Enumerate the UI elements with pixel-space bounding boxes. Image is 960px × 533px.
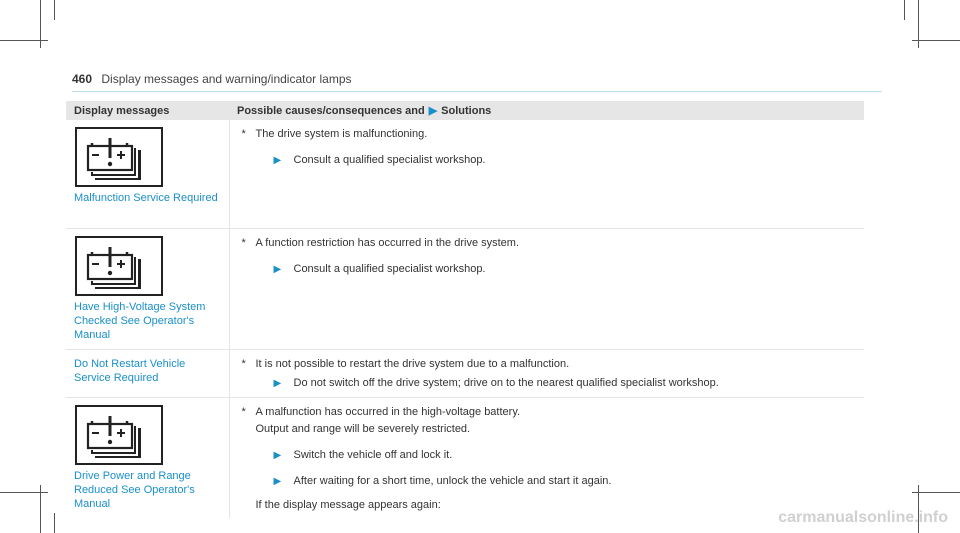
high-voltage-battery-icon bbox=[75, 405, 163, 465]
cause-item: * A function restriction has occurred in the drive system. bbox=[241, 236, 520, 249]
cause-item: * The drive system is malfunctioning. bbox=[241, 128, 428, 140]
page-title: Display messages and warning/indicator lamps bbox=[101, 72, 352, 86]
star-bullet-icon: * bbox=[241, 128, 246, 140]
message-cell bbox=[66, 120, 229, 228]
solution-cell bbox=[229, 397, 864, 518]
crop-mark bbox=[54, 513, 55, 533]
page-header bbox=[72, 72, 352, 86]
arrow-right-icon: ▶ bbox=[428, 105, 438, 117]
solution-step: ▶ After waiting for a short time, unlock the vehicle and start it again. bbox=[273, 474, 612, 487]
consequence-text: Output and range will be severely restricted. bbox=[255, 422, 471, 435]
arrow-right-icon: ▶ bbox=[273, 475, 282, 487]
message-label: Malfunction Service Required bbox=[74, 192, 218, 204]
column-header-causes: Possible causes/consequences and bbox=[237, 105, 425, 117]
table-row bbox=[66, 349, 864, 397]
solution-step: ▶ Do not switch off the drive system; drive on to the nearest qualified specialist workshop. bbox=[273, 376, 719, 389]
table-row bbox=[66, 397, 864, 518]
message-label: Do Not Restart Vehicle Service Required bbox=[74, 357, 186, 384]
table-row bbox=[66, 120, 864, 228]
solution-cell bbox=[229, 349, 864, 397]
message-cell bbox=[66, 349, 229, 397]
message-label: Drive Power and Range Reduced See Operator's Manual bbox=[74, 469, 195, 510]
arrow-right-icon: ▶ bbox=[273, 377, 282, 389]
table-header-row bbox=[66, 101, 864, 120]
column-header-display-messages: Display messages bbox=[66, 101, 229, 120]
crop-mark bbox=[912, 40, 960, 41]
watermark: carmanualsonline.info bbox=[778, 509, 948, 526]
solution-step: ▶ Consult a qualified specialist workshop. bbox=[273, 262, 486, 275]
cause-item: * It is not possible to restart the drive system due to a malfunction. bbox=[241, 357, 570, 370]
column-header-solutions: Solutions bbox=[441, 105, 492, 117]
page-number: 460 bbox=[72, 72, 93, 86]
crop-mark bbox=[54, 0, 55, 20]
display-messages-table bbox=[66, 101, 864, 518]
table-row bbox=[66, 228, 864, 349]
crop-mark bbox=[0, 40, 48, 41]
solution-cell bbox=[229, 120, 864, 228]
star-bullet-icon: * bbox=[241, 405, 246, 418]
high-voltage-battery-icon bbox=[75, 127, 163, 187]
high-voltage-battery-icon bbox=[75, 236, 163, 296]
cause-item: * A malfunction has occurred in the high-voltage battery. bbox=[241, 405, 521, 418]
message-cell bbox=[66, 228, 229, 349]
arrow-right-icon: ▶ bbox=[273, 263, 282, 275]
star-bullet-icon: * bbox=[241, 357, 246, 370]
header-rule bbox=[72, 91, 882, 92]
crop-mark bbox=[904, 0, 905, 20]
solution-cell bbox=[229, 228, 864, 349]
star-bullet-icon: * bbox=[241, 236, 246, 249]
crop-mark bbox=[912, 492, 960, 493]
column-header-causes-solutions bbox=[229, 101, 864, 120]
solution-step: ▶ Switch the vehicle off and lock it. bbox=[273, 448, 453, 461]
message-label: Have High-Voltage System Checked See Operator's Manual bbox=[74, 300, 206, 341]
arrow-right-icon: ▶ bbox=[273, 449, 282, 461]
solution-step: ▶ Consult a qualified specialist workshop. bbox=[273, 154, 486, 166]
crop-mark bbox=[0, 492, 48, 493]
follow-up-note: If the display message appears again: bbox=[255, 498, 441, 511]
arrow-right-icon: ▶ bbox=[273, 155, 282, 166]
message-cell bbox=[66, 397, 229, 518]
